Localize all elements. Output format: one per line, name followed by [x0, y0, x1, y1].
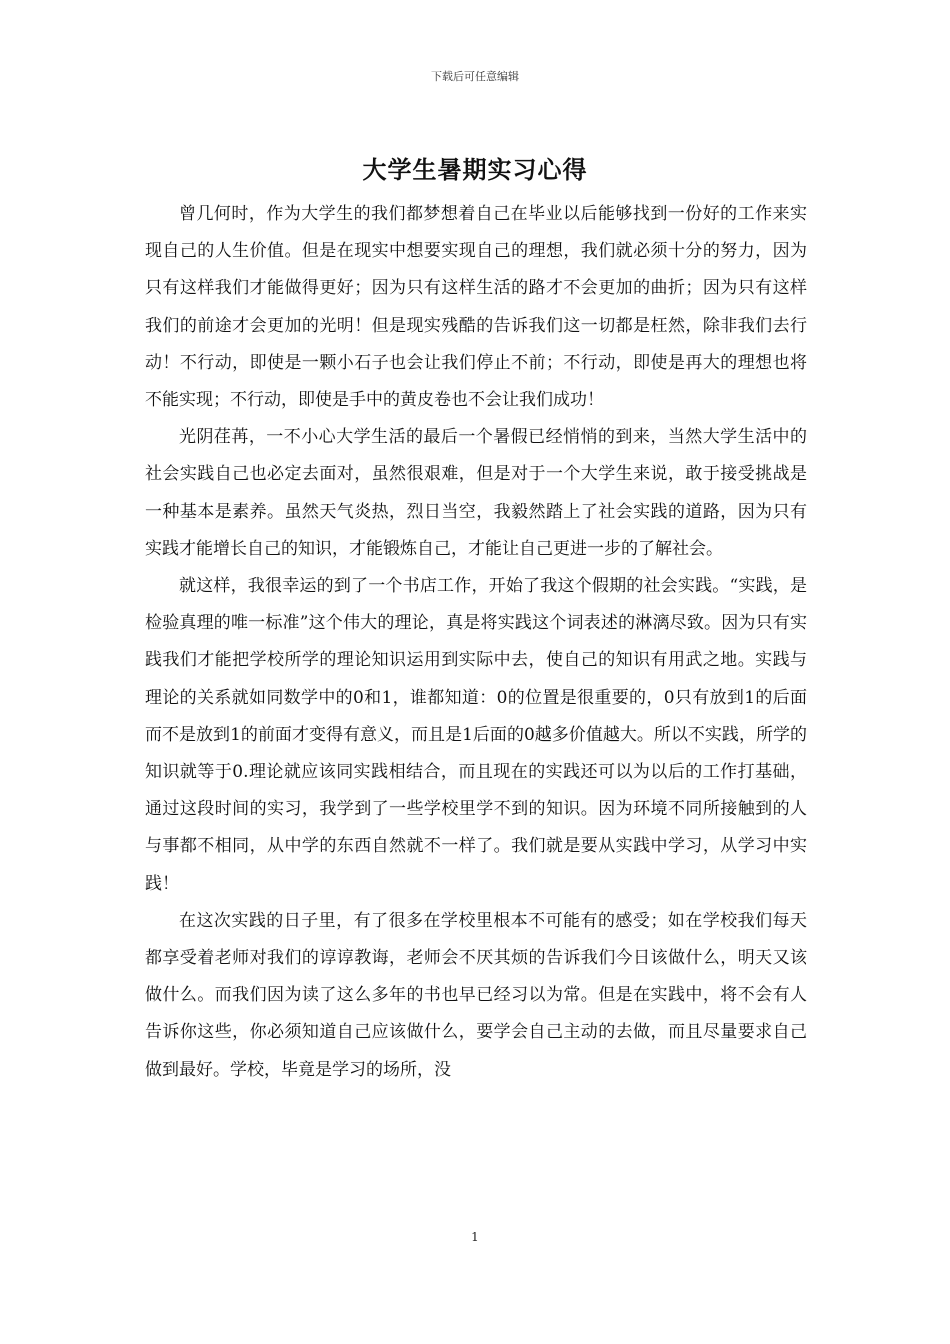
document-body — [145, 196, 807, 1089]
paragraph: 在这次实践的日子里，有了很多在学校里根本不可能有的感受；如在学校我们每天都享受着老师对我们的谆谆教诲，老师会不厌其烦的告诉我们今日该做什么，明天又该做什么。而我们因为读了这么多年的书也早已经习以为常。但是在实践中，将不会有人告诉你这些，你必须知道自己应该做什么，要学会自己主动的去做，而且尽量要求自己做到最好。学校，毕竟是学习的场所，没 — [145, 910, 807, 1080]
paragraph: 就这样，我很幸运的到了一个书店工作，开始了我这个假期的社会实践。“实践，是检验真理的唯一标准”这个伟大的理论，真是将实践这个词表述的淋漓尽致。因为只有实践我们才能把学校所学的理论知识运用到实际中去，使自己的知识有用武之地。实践与理论的关系就如同数学中的0和1，谁都知道：0的位置是很重要的，0只有放到1的后面而不是放到1的前面才变得有意义，而且是1后面的0越多价值越大。所以不实践，所学的知识就等于0.理论就应该同实践相结合，而且现在的实践还可以为以后的工作打基础，通过这段时间的实习，我学到了一些学校里学不到的知识。因为环境不同所接触到的人与事都不相同，从中学的东西自然就不一样了。我们就是要从实践中学习，从学习中实践！ — [145, 576, 807, 894]
paragraph: 光阴荏苒，一不小心大学生活的最后一个暑假已经悄悄的到来，当然大学生活中的社会实践自己也必定去面对，虽然很艰难，但是对于一个大学生来说，敢于接受挑战是一种基本是素养。虽然天气炎热，烈日当空，我毅然踏上了社会实践的道路，因为只有实践才能增长自己的知识，才能锻炼自己，才能让自己更进一步的了解社会。 — [145, 427, 807, 559]
page-header: 下载后可任意编辑 — [431, 70, 519, 83]
paragraph: 曾几何时，作为大学生的我们都梦想着自己在毕业以后能够找到一份好的工作来实现自己的人生价值。但是在现实中想要实现自己的理想，我们就必须十分的努力，因为只有这样我们才能做得更好；因为只有这样生活的路才不会更加的曲折；因为只有这样我们的前途才会更加的光明！但是现实残酷的告诉我们这一切都是枉然，除非我们去行动！不行动，即使是一颗小石子也会让我们停止不前；不行动，即使是再大的理想也将不能实现；不行动，即使是手中的黄皮卷也不会让我们成功！ — [145, 204, 807, 411]
page-number: 1 — [471, 1230, 479, 1244]
document-title: 大学生暑期实习心得 — [362, 156, 588, 184]
